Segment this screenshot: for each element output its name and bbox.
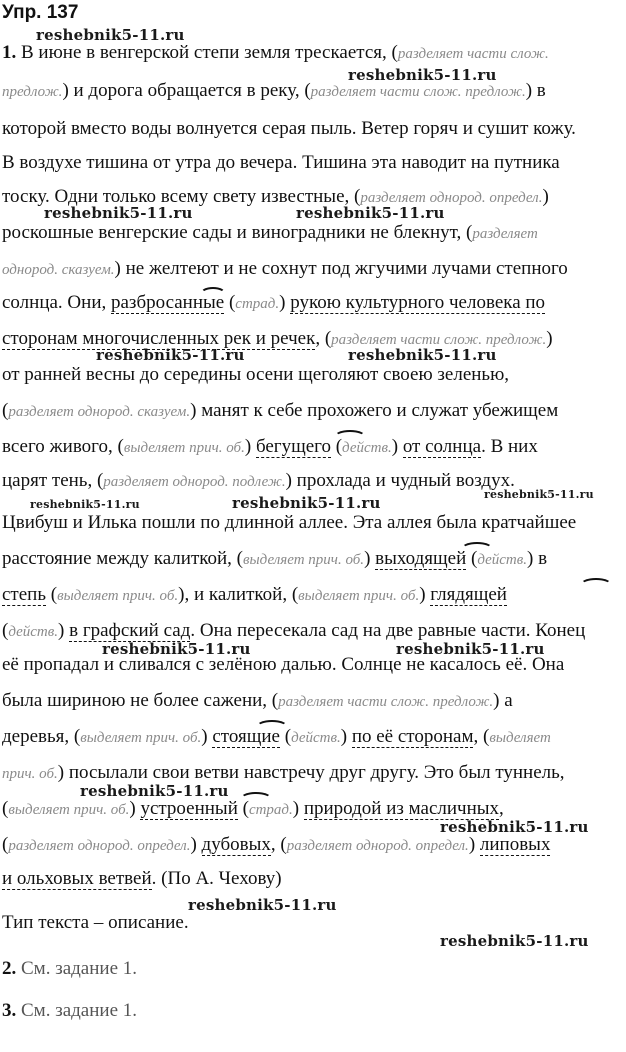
- text-line-7: [2, 258, 568, 281]
- watermark: reshebnik5-11.ru: [296, 204, 445, 222]
- dependent-words: степь: [2, 584, 47, 605]
- comment: действ.: [477, 552, 528, 568]
- comment: разделяет однород. подлеж.: [103, 474, 286, 490]
- comment: разделяет части слож.: [397, 46, 549, 62]
- text-line-14: Цвибуш и Илька пошли по длинной аллее. Эта аллея была кратчайшее: [2, 512, 577, 533]
- text: ) прохлада и чудный воздух.: [285, 470, 515, 491]
- comment: разделяет однород. определ.: [8, 838, 191, 854]
- text: тоску. Одни только всему свету известные, (: [2, 186, 361, 207]
- comment: выделяет прич. об.: [298, 588, 420, 604]
- participle: выходящей: [375, 548, 467, 569]
- text-line-16: [2, 584, 507, 607]
- watermark: reshebnik5-11.ru: [102, 640, 251, 658]
- task-number: 3.: [2, 1000, 17, 1021]
- watermark: reshebnik5-11.ru: [348, 66, 497, 84]
- text: ) посылали свои ветви навстречу друг другу. Это был туннель,: [57, 762, 565, 783]
- watermark: reshebnik5-11.ru: [232, 494, 381, 512]
- text: . (По А. Чехову): [151, 868, 282, 889]
- comment: разделяет части слож. предлож.: [331, 332, 547, 348]
- watermark: reshebnik5-11.ru: [348, 346, 497, 364]
- watermark: reshebnik5-11.ru: [44, 204, 193, 222]
- text: (: [2, 620, 9, 641]
- watermark: reshebnik5-11.ru: [440, 932, 589, 950]
- text-line-18: её пропадал и сливался с зелёною далью. Солнце не касалось её. Она: [2, 654, 565, 675]
- text: ): [391, 436, 403, 457]
- comment: действ.: [8, 624, 59, 640]
- text: ) в: [525, 80, 546, 101]
- text: ): [292, 798, 304, 819]
- participle: устроенный: [140, 798, 238, 819]
- dependent-words: сторонам многочисленных рек и речек: [2, 328, 316, 349]
- text: солнца. Они,: [2, 292, 111, 313]
- text: ) в: [527, 548, 548, 569]
- text-type-line: Тип текста – описание.: [2, 912, 189, 933]
- text: . Она пересекала сад на две равные части. Конец: [190, 620, 586, 641]
- text: (: [2, 834, 9, 855]
- comment: разделяет однород. сказуем.: [8, 404, 191, 420]
- text: ): [129, 798, 141, 819]
- text: В июне в венгерской степи земля трескается, (: [21, 42, 398, 63]
- text: См. задание 1.: [16, 1000, 138, 1021]
- text: ) и дорога обращается в реку, (: [62, 80, 311, 101]
- text: , (: [473, 726, 490, 747]
- comment: выделяет прич. об.: [80, 730, 202, 746]
- text: ): [546, 328, 553, 349]
- dependent-words: рукою культурного человека по: [290, 292, 546, 313]
- text: деревья, (: [2, 726, 81, 747]
- suffix-arc-mark: [200, 287, 226, 301]
- comment: выделяет прич. об.: [243, 552, 365, 568]
- comment: разделяет однород. определ.: [360, 190, 543, 206]
- comment: разделяет части слож. предлож.: [310, 84, 526, 100]
- dependent-words: от солнца: [402, 436, 482, 457]
- text: (: [466, 548, 478, 569]
- dependent-words: липовых: [479, 834, 551, 855]
- watermark: reshebnik5-11.ru: [484, 488, 594, 501]
- watermark: reshebnik5-11.ru: [188, 896, 337, 914]
- text-line-24: [2, 868, 282, 890]
- text: от ранней весны до середины осени щеголяют своею зеленью,: [2, 364, 510, 385]
- text: ): [58, 620, 70, 641]
- text-line-13: [2, 470, 515, 493]
- comment: выделяет прич. об.: [8, 802, 130, 818]
- text: (: [279, 726, 292, 747]
- text: всего живого, (: [2, 436, 124, 457]
- text: ): [201, 726, 213, 747]
- task-number: 1.: [2, 42, 17, 63]
- text: ) а: [493, 690, 513, 711]
- watermark: reshebnik5-11.ru: [396, 640, 545, 658]
- text: была шириною не более сажени, (: [2, 690, 279, 711]
- text: , (: [315, 328, 332, 349]
- text: ): [468, 834, 480, 855]
- task-2-line: [2, 958, 137, 980]
- participle: глядящей: [430, 584, 507, 605]
- text: ): [244, 436, 256, 457]
- text: ), и калиткой, (: [178, 584, 299, 605]
- text: , (: [270, 834, 287, 855]
- dependent-words: и ольховых ветвей: [2, 868, 152, 889]
- text: (: [46, 584, 58, 605]
- comment: разделяет: [472, 226, 538, 242]
- suffix-arc-mark: [256, 720, 288, 734]
- text: ): [279, 292, 291, 313]
- text: ): [340, 726, 352, 747]
- comment: страд.: [235, 296, 280, 312]
- watermark: reshebnik5-11.ru: [96, 346, 245, 364]
- suffix-arc-mark: [334, 430, 366, 444]
- watermark: reshebnik5-11.ru: [440, 818, 589, 836]
- text: царят тень, (: [2, 470, 104, 491]
- text-line-12: [2, 436, 538, 459]
- text: расстояние между калиткой, (: [2, 548, 244, 569]
- task-3-line: [2, 1000, 137, 1022]
- text: (: [237, 798, 249, 819]
- dependent-words: в графский сад: [69, 620, 191, 641]
- text: ): [419, 584, 431, 605]
- watermark: reshebnik5-11.ru: [36, 26, 185, 44]
- text: . В них: [481, 436, 538, 457]
- text-line-1: [2, 42, 624, 65]
- task-number: 2.: [2, 958, 17, 979]
- text-line-19: [2, 690, 513, 713]
- comment: разделяет части слож. предлож.: [278, 694, 494, 710]
- suffix-arc-mark: [580, 578, 612, 592]
- text: роскошные венгерские сады и виноградники не блекнут, (: [2, 222, 473, 243]
- comment: прич. об.: [2, 766, 58, 782]
- text-line-10: [2, 364, 624, 386]
- participle: разбросанные: [111, 292, 225, 313]
- text: См. задание 1.: [16, 958, 138, 979]
- participle: бегущего: [255, 436, 331, 457]
- text: ) не желтеют и не сохнут под жгучими лучами степного: [114, 258, 568, 279]
- dependent-words: по её сторонам: [351, 726, 474, 747]
- comment: выделяет прич. об.: [123, 440, 245, 456]
- watermark: reshebnik5-11.ru: [30, 498, 140, 511]
- text: (: [2, 400, 9, 421]
- text: ): [190, 834, 202, 855]
- comment: предлож.: [2, 84, 63, 100]
- participle: стоящие: [212, 726, 280, 747]
- watermark: reshebnik5-11.ru: [80, 782, 229, 800]
- text-line-6: [2, 222, 538, 245]
- text: (: [224, 292, 236, 313]
- dependent-words: природой из масличных: [303, 798, 500, 819]
- text: ): [364, 548, 376, 569]
- comment: действ.: [291, 730, 341, 746]
- dependent-words: дубовых: [201, 834, 271, 855]
- comment: выделяет прич. об.: [57, 588, 179, 604]
- text: (: [330, 436, 343, 457]
- comment: разделяет однород. определ.: [286, 838, 469, 854]
- comment: выделяет: [489, 730, 551, 746]
- comment: однород. сказуем.: [2, 262, 115, 278]
- text: (: [2, 798, 9, 819]
- text-line-8: [2, 292, 545, 315]
- text-line-11: [2, 400, 558, 423]
- text-line-2: [2, 80, 624, 103]
- text-line-23: [2, 834, 550, 857]
- exercise-title: Упр. 137: [2, 2, 79, 23]
- text: ) манят к себе прохожего и служат убежищем: [190, 400, 559, 421]
- comment: действ.: [342, 440, 392, 456]
- text: ,: [499, 798, 504, 819]
- text-line-3: которой вместо воды волнуется серая пыль. Ветер горяч и сушит кожу.: [2, 118, 576, 139]
- suffix-arc-mark: [461, 542, 493, 556]
- suffix-arc-mark: [240, 792, 272, 806]
- text-line-4: В воздухе тишина от утра до вечера. Тишина эта наводит на путника: [2, 152, 560, 173]
- text: ): [542, 186, 549, 207]
- comment: страд.: [248, 802, 293, 818]
